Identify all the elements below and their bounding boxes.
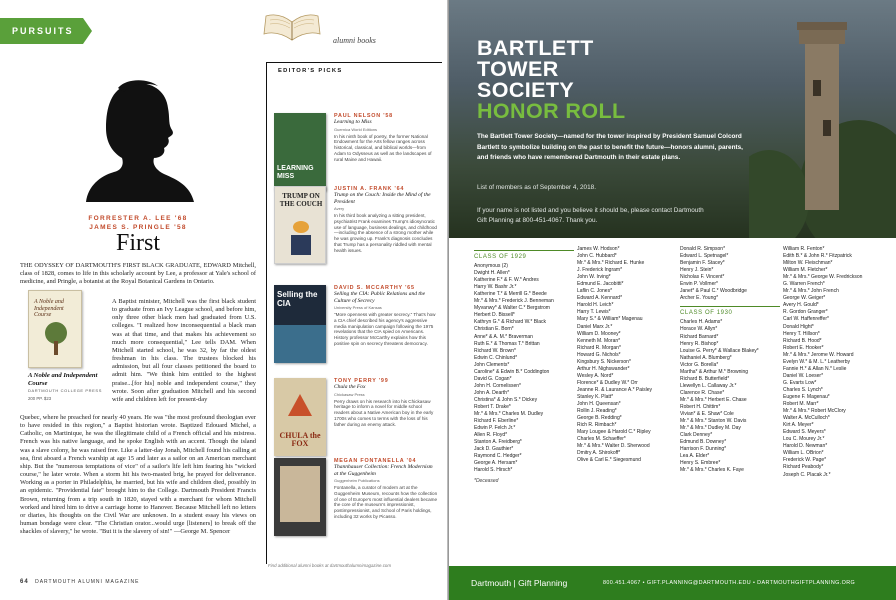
member-name: Ruth E.* & Thomas T.* Brittan [474, 340, 540, 347]
open-book-icon [262, 10, 322, 44]
member-name: Mr.* & Mrs.* Charles K. Faye [680, 467, 744, 474]
member-name: Howard G. Nichols* [577, 351, 621, 358]
member-name: Olive & Carl E.* Siegesmund [577, 457, 641, 464]
member-name: Daniel Marx Jr.* [577, 323, 613, 330]
member-name: Harrison F. Dunning* [680, 446, 727, 453]
member-name: William L. OBrion* [783, 450, 824, 457]
member-name: Edith B.* & John R.* Fitzpatrick [783, 253, 852, 260]
member-name: Myvanwy* & Walter C.* Bergstrom [474, 305, 550, 312]
member-column [783, 246, 883, 479]
member-name: Kingsbury S. Nickerson* [577, 358, 631, 365]
member-name: Harold D. Newman* [783, 443, 828, 450]
member-name: Mr.* & Mrs.* Frederick J. Benneman [474, 298, 554, 305]
member-name: Dmitry A. Shirokoff* [577, 450, 621, 457]
member-name: G. Warren French* [783, 281, 825, 288]
member-name: George W. Geiger* [783, 295, 826, 302]
pick-text [334, 186, 438, 254]
column-label: alumni books [333, 36, 376, 45]
member-name: George B. Redding* [577, 415, 622, 422]
member-name: Rich R. Rimbach* [577, 422, 617, 429]
member-name: Mr.* & Mrs.* Dudley M. Day [680, 425, 741, 432]
pick-text [334, 378, 438, 427]
member-name: Victor G. Borella* [680, 361, 719, 368]
member-name: David G. Cogan* [474, 375, 512, 382]
member-name: Robert M. Marr* [783, 401, 819, 408]
member-name: Charles S. Lynch* [783, 386, 823, 393]
member-column [680, 246, 780, 474]
member-name: Edward A. Kennard* [577, 295, 623, 302]
member-name: Harold H. Leich* [577, 302, 614, 309]
member-name: Arthur H. Nighswander* [577, 365, 630, 372]
member-name: Christian E. Born* [474, 326, 514, 333]
member-name: Edwin P. Felch Jr.* [474, 425, 516, 432]
pick-author: PAUL NELSON '58 [334, 113, 393, 119]
member-name: Laflin C. Jones* [577, 288, 613, 295]
member-name: Horace W. Allyn* [680, 326, 718, 333]
honor-roll-lede: The Bartlett Tower Society—named for the tower inspired by President Samuel Colcord Bartlett to symbolize building on the past to benefit the future—honors alumni, parents, and friends who have remembered Dartmouth in their estate plans. [477, 133, 743, 161]
member-name: Louise G. Perry* & Wallace Blakey* [680, 347, 759, 354]
feature-body-middle: A Baptist minister, Mitchell was the first black student to graduate from an Ivy League school, and before him, only three other black men had graduated from U.S. colleges. "I realized how inconsequential a black man was at that time, and that makes his achievement so much more consequential," Lee tells DAM. When Mitchell started school, he was 32, by far the oldest freshman in his class. The trustees blocked his admission, but all four classes petitioned the board to admit him. "We think him entitled to the highest praise...[for his] noble and independent course," they wrote. Soon after graduation Mitchell and his second wife and children left for present-day [112, 298, 256, 403]
member-name: Robert H. Chittim* [680, 403, 721, 410]
member-name: Llewellyn L. Callaway Jr.* [680, 382, 737, 389]
feature-headline: First [115, 230, 160, 256]
book-caption-title: A Noble and Independent Course [28, 372, 98, 387]
pick-cover [274, 458, 326, 536]
member-name: J. Frederick Ingram* [577, 267, 623, 274]
member-name: Kenneth M. Moran* [577, 337, 621, 344]
member-name: Edwin C. Chinlund* [474, 354, 518, 361]
pick-cover-text: TRUMP ON THE COUCH [279, 192, 323, 208]
title-line: BARTLETT [477, 36, 594, 60]
pick-title: Learning to Miss [334, 119, 372, 125]
pick-cover-text: LEARNING MISS [277, 165, 314, 180]
member-name: Allen R. Floyd* [474, 432, 508, 439]
member-name: Rollin J. Reading* [577, 408, 617, 415]
title-highlight: HONOR ROLL [477, 99, 626, 123]
page-number: 64 [20, 579, 29, 585]
member-name: Lea A. Elder* [680, 453, 710, 460]
member-name: Henry S. Embree* [680, 460, 721, 467]
member-name: Milton W. Fleischman* [783, 260, 833, 267]
member-name: Vivian* & E. Shaw* Cole [680, 411, 734, 418]
member-name: Clarence R. Chase* [680, 389, 725, 396]
pick-description: Perry draws on his research into his Chickasaw heritage to inform a novel for middle school readers about a Native American boy in the early 1700s who comes to terms with the loss of his father during an enemy attack. [334, 398, 434, 427]
member-name: Jeanne R. & Laurance A.* Paisley [577, 386, 653, 393]
member-name: Henry J. Stein* [680, 267, 714, 274]
member-name: Carl W. Haffenreffer* [783, 316, 829, 323]
member-column [474, 246, 574, 486]
member-name: Edmund E. Jacobitti* [577, 281, 624, 288]
member-name: Katherine F.* & F. W.* Andres [474, 277, 539, 284]
member-name: Kirt A. Meyer* [783, 422, 814, 429]
pick-description: In his ninth book of poetry, the former National Endowment for the Arts fellow ranges across historical, classical, and biblical worlds—from Adam to Odysseus as well as the landscapes of rural Maine and Hawaii. [334, 133, 432, 162]
pick-cover [274, 378, 326, 456]
member-name: William R. Fenton* [783, 246, 825, 252]
member-name: William M. Fletcher* [783, 267, 828, 274]
pick-text [334, 458, 438, 520]
member-name: Anne* & A. M.* Braverman [474, 333, 533, 340]
member-name: Jack D. Gauthier* [474, 446, 514, 453]
member-name: Donald Hight* [783, 323, 814, 330]
tree-icon [43, 321, 69, 357]
pick-cover-text: CHULA the FOX [279, 431, 321, 448]
member-name: Edward S. Meyers* [783, 429, 826, 436]
as-of-note: List of members as of September 4, 2018. [477, 184, 596, 191]
member-name: Mr.* & Mrs.* George W. Fredrickson [783, 274, 863, 281]
member-name: Frederick W. Page* [783, 457, 827, 464]
pick-cover-text: Selling the CIA [277, 290, 318, 308]
page-footer [20, 579, 139, 585]
contact-note: If your name is not listed and you believe it should be, please contact Dartmouth Gift Planning at 800-451-4067. Thank you. [477, 207, 704, 224]
member-name: Wesley A. Nord* [577, 372, 614, 379]
picks-footnote: Find additional alumni books at dartmouthalumnimagazine.com [268, 563, 392, 568]
portrait-silhouette [78, 78, 198, 202]
member-name: Richard B. Butterfield* [680, 375, 730, 382]
member-list [474, 246, 884, 566]
member-name: Christina* & John S.* Dickey [474, 396, 538, 403]
member-name: Mr.* & Mrs.* Jerome W. Howard [783, 351, 854, 358]
member-name: Stanley K. Platt* [577, 393, 614, 400]
pick-description: "More openness with greater secrecy." That's how a CIA chief described his agency's aggressive media manipulation campaign following the 1975 revelations that the CIA spied on Americans. History professor McCarthy explains how this positive spin on secrecy threatens democracy. [334, 312, 436, 346]
member-name: Richard Barnard* [680, 333, 719, 340]
member-name: John C. Hubbard* [577, 253, 617, 260]
book-publisher: DARTMOUTH COLLEGE PRESS [28, 388, 102, 393]
pick-author: MEGAN FONTANELLA '04 [334, 458, 417, 464]
member-name: Raymond C. Hedger* [474, 453, 522, 460]
member-name: John H. Queensan* [577, 401, 621, 408]
member-name: Donald R. Simpson* [680, 246, 726, 252]
member-name: Archer E. Young* [680, 295, 719, 302]
pick-publisher: University Press of Kansas [334, 305, 382, 310]
couch-illustration [287, 219, 315, 259]
member-name: Avery H. Gould* [783, 302, 819, 309]
member-name: Joseph C. Placak Jr.* [783, 471, 831, 478]
class-heading: CLASS OF 1929 [474, 250, 574, 261]
bartlett-tower-illustration [749, 0, 896, 238]
member-name: George A. Hersam* [474, 460, 518, 467]
member-name: Herbert D. Bissell* [474, 312, 515, 319]
pick-text [334, 113, 438, 162]
pick-title: Chula the Fox [334, 384, 366, 390]
pick-publisher: Avery [334, 206, 345, 211]
title-line: TOWER [477, 57, 559, 81]
book-cover [28, 290, 82, 368]
pick-description: Fontanella, a curator of modern art at the Guggenheim Museum, recounts how the collection of one of Europe's most influential dealers became the core of the museum's impressionist, postimpressionist, and School of Paris holdings, including 32 works by Picasso. [334, 485, 438, 519]
pick-title: Thannhauser Collection: French Modernism at the Guggenheim [334, 464, 433, 477]
member-name: Janet* & Paul C.* Woodbridge [680, 288, 747, 295]
section-tab: PURSUITS [0, 18, 83, 44]
member-name: Richard Peabody* [783, 464, 824, 471]
member-name: Edmund B. Downey* [680, 439, 727, 446]
book-cover-title: A Noble and Independent Course [34, 299, 64, 319]
pick-text [334, 285, 438, 347]
member-name: Harold S. Hirsch* [474, 467, 513, 474]
member-name: Martha* & Arthur M.* Browning [680, 368, 749, 375]
member-name: Katherine T.* & Merrill G.* Beede [474, 291, 547, 298]
class-heading: CLASS OF 1930 [680, 306, 780, 317]
member-name: Nicholas F. Vincent* [680, 274, 725, 281]
member-name: John A. Dearth* [474, 389, 510, 396]
member-column [577, 246, 677, 464]
member-name: Mr.* & Mrs.* Herbert E. Chase [680, 396, 747, 403]
member-name: Clark Denney* [680, 432, 713, 439]
pick-author: DAVID S. MCCARTHY '65 [334, 285, 415, 291]
title-line: SOCIETY [477, 78, 575, 102]
deceased-note: *Deceased [474, 478, 499, 485]
gift-planning-brand: Dartmouth | Gift Planning [471, 578, 568, 588]
member-name: Stanton A. Freidberg* [474, 439, 522, 446]
feature-body: Quebec, where he preached for nearly 40 years. He was "the most profound theologian ever to have resided in this region," a Baptist historian wrote. Baptized Edouard Michel, a Catholic, on Martinique, he was the illegitimate child of a French official and his mistress. French was his native language, and he spoke English with an accent. Though the island was a slave colony, he was raised free. Like a latter-day Jonah, Mitchell found his calling at sea, first aboard a French warship at age 15 and later as a sailor on an American merchant ship. But the "numerous temptations of vice" of a sailor's life left him fearing his "wicked course," he later wrote. When a storm hit his two-masted brig, he prayed for deliverance. Working as a porter in Philadelphia, he married, but his wife and children died, possibly in an epidemic. "Providential fate" brought him to the College. Dartmouth President Francis Brown, returning from a trip south in 1820, stayed with a merchant for whom Mitchell worked and hired him to drive a carriage home to Hanover. Because Mitchell left no letters or diaries, his thoughts on the Civil War are unknown. In a student essay his views on human bondage were clear. "The Christian orator...would urge [listeners] to break off the shackles of slavery," he wrote. "But it is the slavery of sin!" —George M. Spencer [20, 414, 256, 536]
member-name: John H. Cornelissen* [474, 382, 521, 389]
member-name: Mary Lougee & Harold C.* Ripley [577, 429, 651, 436]
honor-roll-title [477, 38, 626, 122]
member-name: Walter A. McCulloch* [783, 415, 830, 422]
member-name: Edward L. Spetnagel* [680, 253, 729, 260]
pick-title: Selling the CIA: Public Relations and the Culture of Secrecy [334, 291, 426, 304]
fox-illustration [282, 386, 318, 422]
member-name: Charles H. Adams* [680, 319, 723, 326]
member-name: Charles M. Schaeffer* [577, 436, 626, 443]
member-name: Mary S.* & William* Magenau [577, 316, 643, 323]
pick-cover [274, 186, 326, 264]
gift-planning-footer [449, 566, 896, 600]
member-name: Nathaniel A. Blumberg* [680, 354, 732, 361]
member-name: Eugene F. Magenau* [783, 393, 830, 400]
member-name: Mr.* & Mrs.* Stanton W. Davis [680, 418, 747, 425]
member-name: Robert T. Drake* [474, 403, 511, 410]
member-name: Henry R. Bishop* [680, 340, 719, 347]
pick-cover [274, 113, 326, 191]
member-name: Lou C. Mourey Jr.* [783, 436, 825, 443]
member-name: Richard F. Eberline* [474, 418, 519, 425]
member-name: G. Evarts Low* [783, 379, 817, 386]
member-name: Mr.* & Mrs.* Charles M. Dudley [474, 411, 544, 418]
editors-picks-label: EDITOR'S PICKS [278, 68, 343, 74]
member-name: Benjamin F. Stacey* [680, 260, 725, 267]
member-name: Erwin P. Vollmer* [680, 281, 718, 288]
member-name: Mr.* & Mrs.* Richard E. Hunke [577, 260, 645, 267]
member-name: Mr.* & Mrs.* John French [783, 288, 839, 295]
member-name: Mr.* & Mrs.* Walter D. Sherwood [577, 443, 650, 450]
book-meta: 200 PP. $23 [28, 396, 52, 401]
member-name: Florence* & Dudley W.* Orr [577, 379, 638, 386]
member-name: Robert E. Hooker* [783, 344, 824, 351]
member-name: Fannie H.* & Allan N.* Leslie [783, 365, 847, 372]
member-name: Kathryn G.* & Richard W.* Black [474, 319, 546, 326]
pick-cover [274, 285, 326, 363]
feature-intro: THE ODYSSEY OF DARTMOUTH'S FIRST BLACK GRADUATE, EDWARD Mitchell, class of 1828, comes to life in this scholarly account by Lee, a professor at Yale's school of medicine, and Pringle, a botanist at the Royal Botanical Gardens in Ontario. [20, 262, 256, 286]
member-name: John W. Irving* [577, 274, 611, 281]
member-name: William D. Mooney* [577, 330, 621, 337]
gift-planning-contact: 800.451.4067 • GIFT.PLANNING@DARTMOUTH.EDU • DARTMOUTHGIFTPLANNING.ORG [603, 580, 856, 586]
member-name: Richard R. Morgan* [577, 344, 621, 351]
member-name: John Clements* [474, 361, 510, 368]
author-line: JAMES S. PRINGLE '58 [89, 224, 187, 231]
magazine-name: DARTMOUTH ALUMNI MAGAZINE [35, 579, 140, 585]
member-name: Anonymous (2) [474, 263, 508, 270]
pick-description: In his third book analyzing a sitting president, psychiatrist Frank examines Trump's idiosyncratic use of language, business dealings, and childhood—including the absence of a strong mother while he was growing up. Frank's diagnosis concludes that Trump has a personality riddled with mental health issues. [334, 213, 437, 253]
pick-publisher: Guernica World Editions [334, 126, 378, 132]
member-name: Mr.* & Mrs.* Robert McClory [783, 408, 846, 415]
member-name: Henry T. Hillson* [783, 330, 820, 337]
member-name: R. Gordon Granger* [783, 309, 828, 316]
right-page [449, 0, 896, 600]
member-name: Evelyn W.* & M. L.* Leatherby [783, 358, 850, 365]
pick-author: JUSTIN A. FRANK '64 [334, 186, 405, 192]
member-name: Dwight H. Allen* [474, 270, 510, 277]
member-name: Daniel W. Loeser* [783, 372, 824, 379]
pick-author: TONY PERRY '99 [334, 378, 389, 384]
member-name: Richard B. Hood* [783, 337, 822, 344]
pick-publisher: Guggenheim Publications [334, 478, 380, 483]
member-name: Harry T. Lewis* [577, 309, 611, 316]
member-name: Caroline* & Edwin B.* Coddington [474, 368, 550, 375]
author-line: FORRESTER A. LEE '68 [88, 215, 188, 222]
member-name: James W. Hodson* [577, 246, 620, 252]
member-name: Harry W. Bashr Jr.* [474, 284, 517, 291]
pick-title: Trump on the Couch: Inside the Mind of the President [334, 192, 431, 205]
pick-publisher: Chickasaw Press [334, 391, 365, 397]
member-name: Richard W. Brown* [474, 347, 516, 354]
